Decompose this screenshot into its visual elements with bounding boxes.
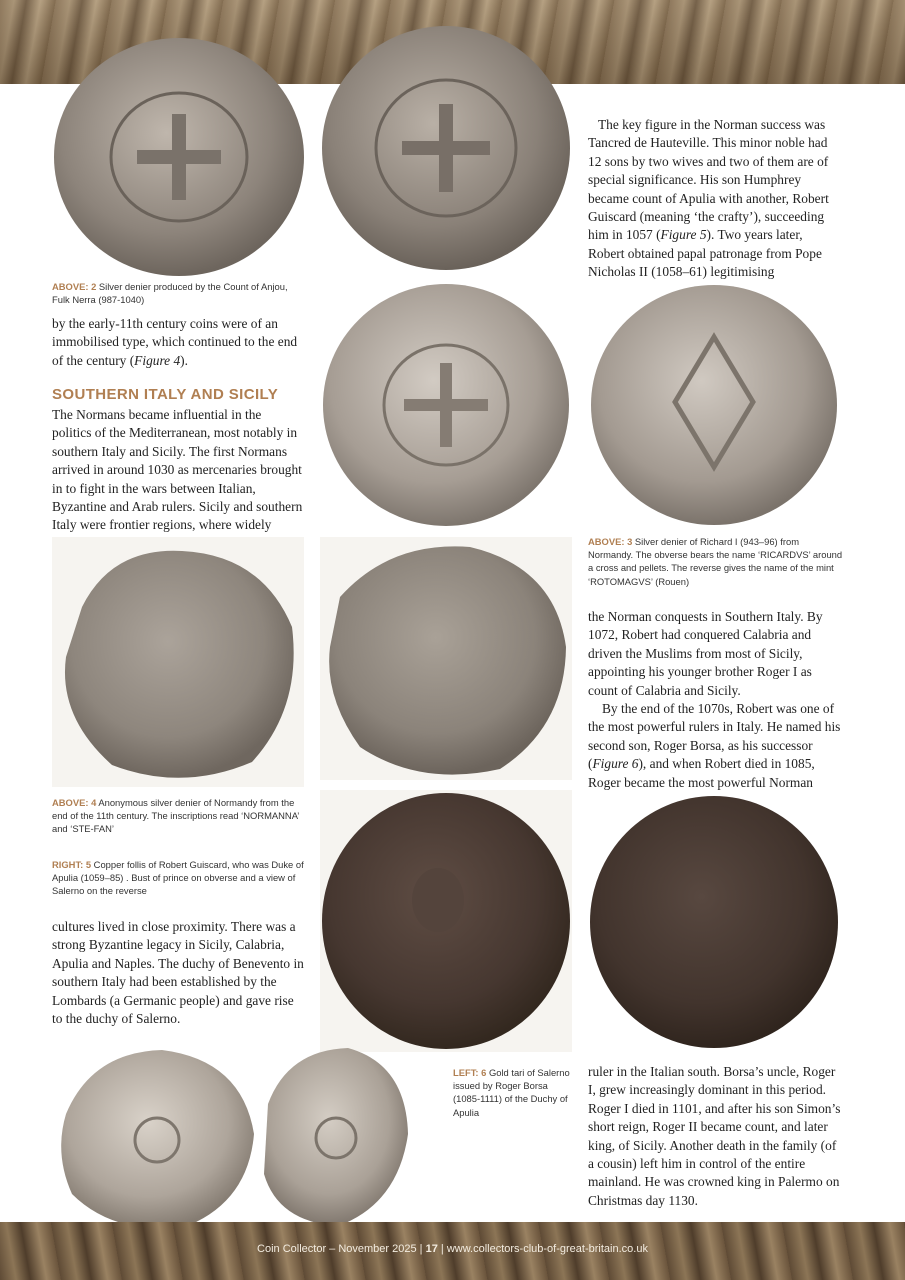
article-text-left-a: by the early-11th century coins were of an immobilised type, which continued to the end of the century (Figure 4). xyxy=(52,316,298,368)
coin-fig6-obverse xyxy=(52,1044,258,1234)
paragraph-robert: By the end of the 1070s, Robert was one of the most powerful rulers in Italy. He named his second son, Roger Borsa, as his successor (Figure 6), and when Robert died in 1085, Roger became the most powerful Norman xyxy=(588,701,841,790)
article-text-right-top: The key figure in the Norman success was Tancred de Hauteville. This minor noble had 12 sons by two wives and two of them are of special significance. His son Humphrey became count of Apulia with another, Robert Guiscard (meaning ‘the crafty’), succeeding him in 1057 (Figure 5). Two years later, Robert obtained papal patronage from Pope Nicholas II (1058–61) legitimising xyxy=(588,117,829,280)
coin-fig2-obverse xyxy=(52,36,306,278)
caption-figure-2: ABOVE: 2 Silver denier produced by the Count of Anjou, Fulk Nerra (987-1040) xyxy=(52,281,288,306)
caption-figure-5: RIGHT: 5 Copper follis of Robert Guiscard, who was Duke of Apulia (1059–85) . Bust of prince on obverse and a view of Salerno on the reverse xyxy=(52,859,304,897)
coin-fig3-reverse xyxy=(588,282,840,528)
caption-figure-4: ABOVE: 4 Anonymous silver denier of Normandy from the end of the 11th century. The inscriptions read ‘NORMANNA’ and ‘STE-FAN’ xyxy=(52,797,299,835)
footer-magazine: Coin Collector – November 2025 | xyxy=(257,1243,426,1255)
paragraph-conquests: the Norman conquests in Southern Italy. By 1072, Robert had conquered Calabria and driven the Muslims from most of Sicily, appointing his younger brother Roger I as count of Calabria and Sicily. xyxy=(588,609,823,698)
caption-figure-6: LEFT: 6 Gold tari of Salerno issued by Roger Borsa (1085-1111) of the Duchy of Apulia xyxy=(453,1067,570,1118)
footer-website: | www.collectors-club-of-great-britain.co.uk xyxy=(437,1243,648,1255)
coin-fig3-obverse xyxy=(320,281,572,529)
coin-fig6-reverse xyxy=(258,1044,410,1230)
coin-fig4-obverse xyxy=(52,537,304,787)
page-number: 17 xyxy=(425,1243,438,1255)
article-text-right-mid xyxy=(588,608,844,792)
page-footer xyxy=(0,1243,905,1255)
coin-fig5-reverse xyxy=(588,794,840,1050)
coin-fig4-reverse xyxy=(320,537,572,780)
article-text-left-b: The Normans became influential in the politics of the Mediterranean, most notably in southern Italy and Sicily. The first Normans arrived in around 1030 as mercenaries brought in to fight in the wars between Italian, Byzantine and Arab rulers. Sicily and southern Italy were frontier regions, where widely xyxy=(52,407,303,533)
coin-fig2-reverse xyxy=(320,24,572,272)
coin-fig5-obverse xyxy=(320,790,572,1052)
caption-figure-3: ABOVE: 3 Silver denier of Richard I (943–96) from Normandy. The obverse bears the name ‘RICARDVS’ around a cross and pellets. The reverse gives the name of the mint ‘ROTOMAGVS’ (Rouen) xyxy=(588,536,843,587)
article-text-left-c: cultures lived in close proximity. There was a strong Byzantine legacy in Sicily, Calabria, Apulia and Naples. The duchy of Benevento in southern Italy had been established by the Lombards (a Germanic people) and gave rise to the duchy of Salerno. xyxy=(52,919,304,1027)
section-heading: SOUTHERN ITALY AND SICILY xyxy=(52,386,279,403)
article-text-right-bottom: ruler in the Italian south. Borsa’s uncle, Roger I, grew increasingly dominant in this period. Roger I died in 1101, and after his son Simon’s short reign, Roger II became count, and later king, of Sicily. Another death in the family (of a cousin) left him in control of the entire mainland. He was crowned king in Palermo on Christmas day 1130. xyxy=(588,1064,841,1208)
